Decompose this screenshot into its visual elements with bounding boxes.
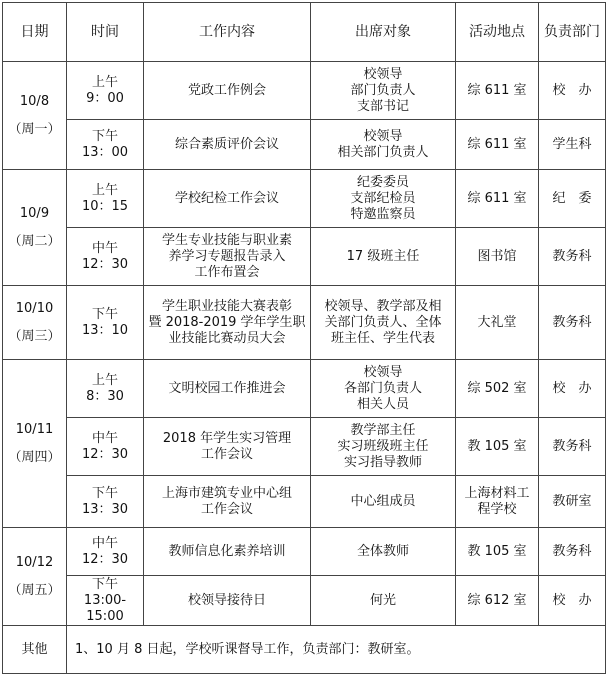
period-label: 下午 bbox=[91, 306, 118, 322]
period-label: 上午 bbox=[91, 182, 118, 198]
attendees-cell: 校领导 部门负责人 支部书记 bbox=[311, 62, 456, 120]
location-cell: 大礼堂 bbox=[456, 286, 539, 360]
time-cell bbox=[67, 170, 144, 228]
date-cell bbox=[3, 528, 67, 626]
period-label: 中午 bbox=[91, 240, 118, 256]
time-cell bbox=[67, 528, 144, 576]
other-row bbox=[3, 626, 606, 674]
time-cell bbox=[67, 476, 144, 528]
date-cell bbox=[3, 170, 67, 286]
time-value: 13：30 bbox=[81, 501, 129, 517]
attendees-cell: 纪委委员 支部纪检员 特邀监察员 bbox=[311, 170, 456, 228]
time-value: 13：00 bbox=[81, 144, 129, 160]
dept-cell: 学生科 bbox=[539, 120, 606, 170]
location-cell: 综 611 室 bbox=[456, 120, 539, 170]
table-row bbox=[3, 418, 606, 476]
content-cell: 教师信息化素养培训 bbox=[144, 528, 311, 576]
time-cell bbox=[67, 286, 144, 360]
header-content: 工作内容 bbox=[144, 3, 311, 62]
location-cell: 教 105 室 bbox=[456, 418, 539, 476]
content-cell: 学校纪检工作会议 bbox=[144, 170, 311, 228]
time-value: 10：15 bbox=[81, 198, 129, 214]
weekday-label: （周三） bbox=[8, 328, 61, 344]
dept-cell: 校 办 bbox=[539, 62, 606, 120]
content-cell: 学生职业技能大赛表彰 暨 2018-2019 学年学生职 业技能比赛动员大会 bbox=[144, 286, 311, 360]
table-row bbox=[3, 576, 606, 626]
schedule-body bbox=[3, 62, 606, 626]
location-cell: 综 612 室 bbox=[456, 576, 539, 626]
time-cell bbox=[67, 120, 144, 170]
attendees-cell: 17 级班主任 bbox=[311, 228, 456, 286]
date-value: 10/8 bbox=[19, 93, 50, 109]
dept-cell: 教务科 bbox=[539, 228, 606, 286]
time-value: 13:00- 15:00 bbox=[83, 592, 127, 624]
attendees-cell: 全体教师 bbox=[311, 528, 456, 576]
header-location: 活动地点 bbox=[456, 3, 539, 62]
dept-cell: 教务科 bbox=[539, 286, 606, 360]
table-row bbox=[3, 170, 606, 228]
dept-cell: 校 办 bbox=[539, 576, 606, 626]
time-value: 12：30 bbox=[81, 551, 129, 567]
location-cell: 图书馆 bbox=[456, 228, 539, 286]
time-value: 9：00 bbox=[86, 90, 124, 106]
time-value: 13：10 bbox=[81, 322, 129, 338]
date-value: 10/11 bbox=[15, 421, 54, 437]
schedule-table bbox=[2, 2, 606, 674]
location-cell: 综 502 室 bbox=[456, 360, 539, 418]
attendees-cell: 教学部主任 实习班级班主任 实习指导教师 bbox=[311, 418, 456, 476]
header-dept: 负责部门 bbox=[539, 3, 606, 62]
dept-cell: 教研室 bbox=[539, 476, 606, 528]
period-label: 下午 bbox=[91, 485, 118, 501]
period-label: 下午 bbox=[91, 128, 118, 144]
location-cell: 综 611 室 bbox=[456, 170, 539, 228]
attendees-cell: 何光 bbox=[311, 576, 456, 626]
attendees-cell: 中心组成员 bbox=[311, 476, 456, 528]
table-row bbox=[3, 476, 606, 528]
date-cell bbox=[3, 286, 67, 360]
date-value: 10/12 bbox=[15, 554, 54, 570]
location-cell: 综 611 室 bbox=[456, 62, 539, 120]
time-value: 12：30 bbox=[81, 446, 129, 462]
period-label: 下午 bbox=[91, 576, 118, 592]
content-cell: 文明校园工作推进会 bbox=[144, 360, 311, 418]
table-row bbox=[3, 120, 606, 170]
table-row bbox=[3, 360, 606, 418]
attendees-cell: 校领导 相关部门负责人 bbox=[311, 120, 456, 170]
time-cell bbox=[67, 360, 144, 418]
table-row bbox=[3, 286, 606, 360]
weekday-label: （周二） bbox=[8, 233, 61, 249]
time-value: 8：30 bbox=[86, 388, 124, 404]
time-cell bbox=[67, 62, 144, 120]
header-date: 日期 bbox=[3, 3, 67, 62]
dept-cell: 校 办 bbox=[539, 360, 606, 418]
content-cell: 党政工作例会 bbox=[144, 62, 311, 120]
dept-cell: 教务科 bbox=[539, 528, 606, 576]
header-time: 时间 bbox=[67, 3, 144, 62]
time-cell bbox=[67, 418, 144, 476]
period-label: 中午 bbox=[91, 535, 118, 551]
other-note: 1、10 月 8 日起，学校听课督导工作，负责部门：教研室。 bbox=[67, 626, 606, 674]
location-cell: 上海材料工 程学校 bbox=[456, 476, 539, 528]
dept-cell: 教务科 bbox=[539, 418, 606, 476]
other-label: 其他 bbox=[3, 626, 67, 674]
table-row bbox=[3, 228, 606, 286]
period-label: 上午 bbox=[91, 74, 118, 90]
period-label: 中午 bbox=[91, 430, 118, 446]
date-cell bbox=[3, 62, 67, 170]
time-cell bbox=[67, 228, 144, 286]
content-cell: 上海市建筑专业中心组 工作会议 bbox=[144, 476, 311, 528]
table-row bbox=[3, 528, 606, 576]
weekday-label: （周一） bbox=[8, 121, 61, 137]
header-attendees: 出席对象 bbox=[311, 3, 456, 62]
content-cell: 学生专业技能与职业素 养学习专题报告录入 工作布置会 bbox=[144, 228, 311, 286]
time-value: 12：30 bbox=[81, 256, 129, 272]
header-row bbox=[3, 3, 606, 62]
attendees-cell: 校领导、教学部及相 关部门负责人、全体 班主任、学生代表 bbox=[311, 286, 456, 360]
date-value: 10/9 bbox=[19, 205, 50, 221]
weekday-label: （周五） bbox=[8, 582, 61, 598]
time-cell bbox=[67, 576, 144, 626]
period-label: 上午 bbox=[91, 372, 118, 388]
dept-cell: 纪 委 bbox=[539, 170, 606, 228]
date-cell bbox=[3, 360, 67, 528]
attendees-cell: 校领导 各部门负责人 相关人员 bbox=[311, 360, 456, 418]
date-value: 10/10 bbox=[15, 300, 54, 316]
location-cell: 教 105 室 bbox=[456, 528, 539, 576]
content-cell: 2018 年学生实习管理 工作会议 bbox=[144, 418, 311, 476]
content-cell: 校领导接待日 bbox=[144, 576, 311, 626]
weekday-label: （周四） bbox=[8, 449, 61, 465]
content-cell: 综合素质评价会议 bbox=[144, 120, 311, 170]
table-row bbox=[3, 62, 606, 120]
